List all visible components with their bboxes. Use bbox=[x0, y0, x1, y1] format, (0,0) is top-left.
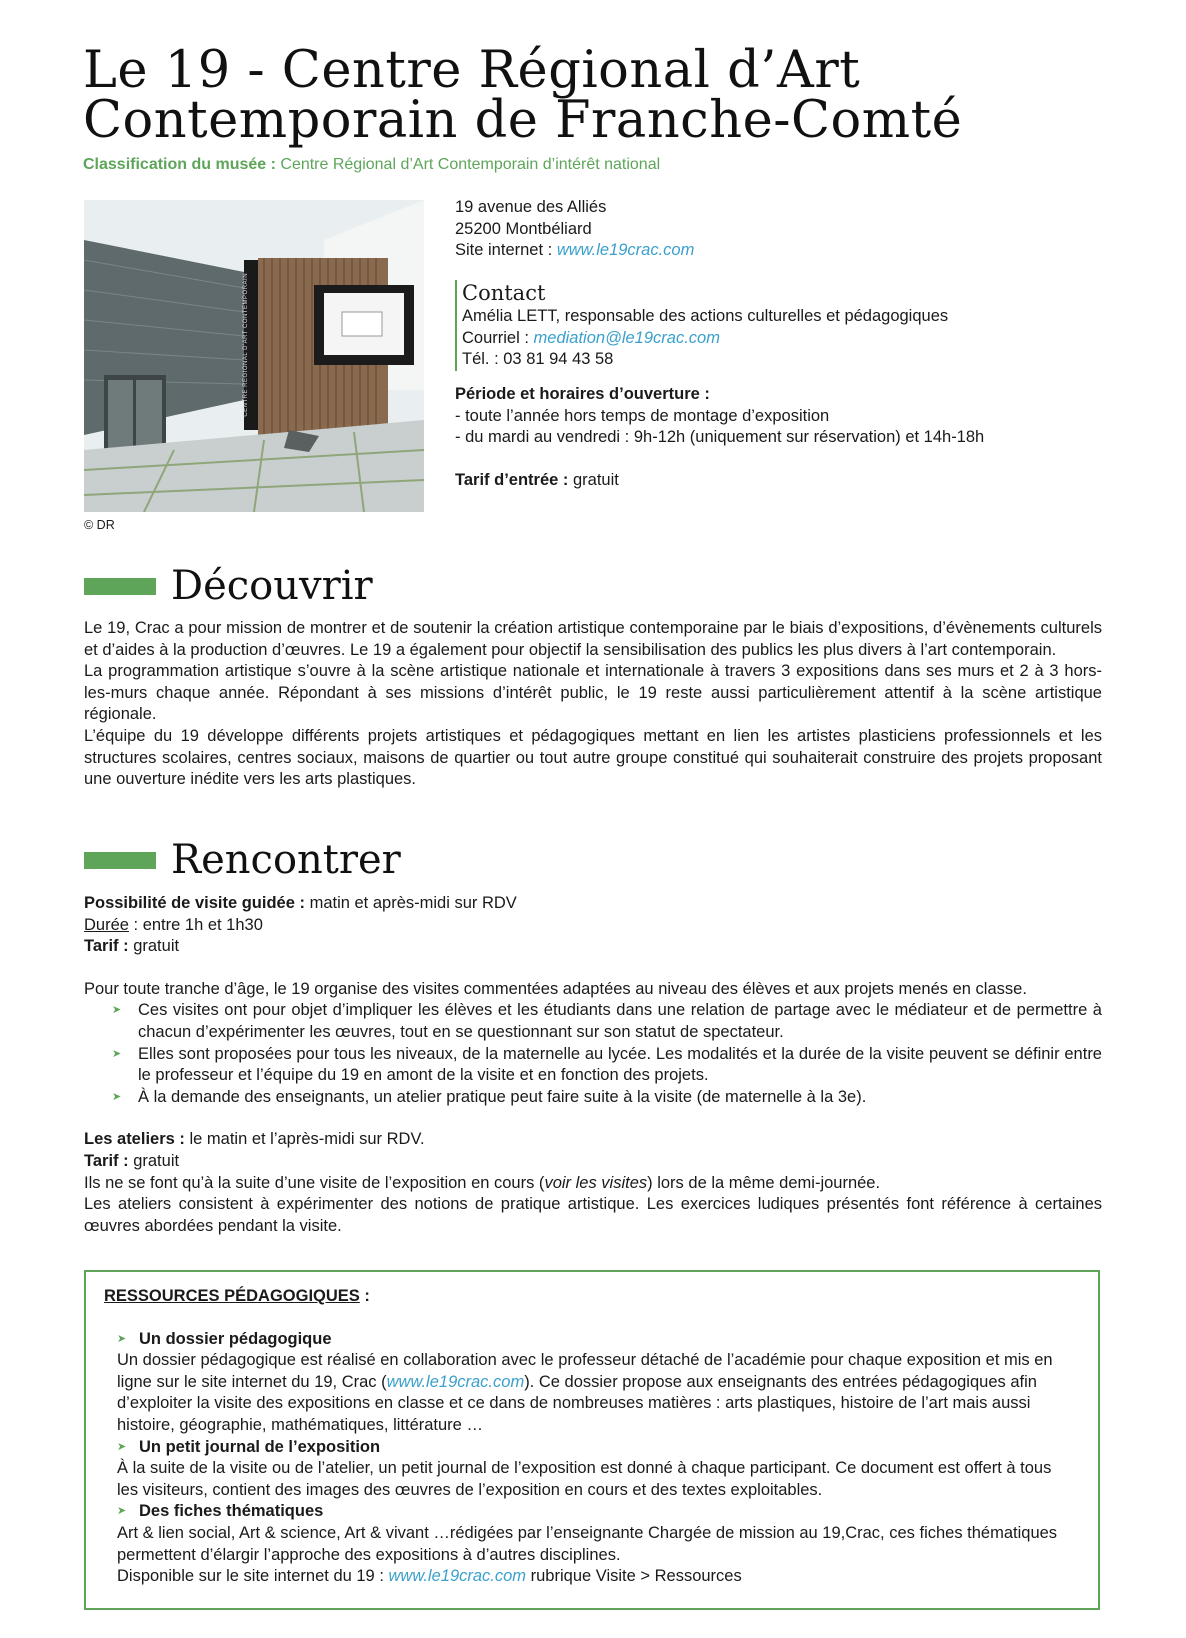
arrow-icon: ➤ bbox=[117, 1332, 127, 1345]
resources-title: RESSOURCES PÉDAGOGIQUES bbox=[104, 1287, 360, 1305]
bullet-text: Ces visites ont pour objet d’impliquer les élèves et les étudiants dans une relation de partage avec le médiateur et de permettre à chacun d’expérimenter les œuvres, tout en se questionnant sur son statut de spectateur. bbox=[138, 1001, 1102, 1041]
site-link[interactable]: www.le19crac.com bbox=[386, 1372, 525, 1391]
resource-title: Un dossier pédagogique bbox=[139, 1329, 332, 1348]
section-heading-decouvrir bbox=[84, 564, 373, 608]
resource-text: Art & lien social, Art & science, Art & vivant …rédigées par l’enseignante Chargée de mission au 19,Crac, ces fiches thématiques permettent d’élargir l’approche des expositions à d’autres disciplines. bbox=[117, 1523, 1058, 1564]
building-sign: CENTRE REGIONAL D'ART CONTEMPORAIN bbox=[243, 273, 250, 417]
mail-link[interactable]: mediation@le19crac.com bbox=[533, 328, 720, 347]
resource-title: Un petit journal de l’exposition bbox=[139, 1437, 381, 1456]
museum-classification bbox=[83, 154, 660, 176]
list-item bbox=[84, 1000, 1102, 1043]
hours-line-1: - toute l’année hors temps de montage d’exposition bbox=[455, 406, 830, 425]
resources-title-suffix: : bbox=[359, 1287, 370, 1305]
museum-photo bbox=[84, 200, 424, 512]
visits-intro: Pour toute tranche d’âge, le 19 organise des visites commentées adaptées au niveau des élèves et aux projets menés en classe. bbox=[84, 979, 1027, 998]
decouvrir-paragraph-3: L’équipe du 19 développe différents projets artistiques et pédagogiques mettant en lien les artistes plasticiens professionnels et les structures scolaires, centres sociaux, maisons de quartier ou tout autre groupe constitué qui souhaiterait construire des projets proposant une ouverture inédite vers les arts plastiques. bbox=[84, 726, 1102, 789]
arrow-icon: ➤ bbox=[117, 1440, 127, 1453]
workshops-text-a: Ils ne se font qu’à la suite d’une visite de l’exposition en cours ( bbox=[84, 1173, 545, 1192]
list-item bbox=[84, 1087, 1102, 1109]
decouvrir-text bbox=[84, 618, 1102, 791]
section-bar bbox=[84, 578, 156, 595]
workshop-fee-label: Tarif : bbox=[84, 1151, 129, 1170]
contact-block bbox=[455, 280, 948, 371]
resource-heading bbox=[104, 1437, 1074, 1459]
contact-phone: Tél. : 03 81 94 43 58 bbox=[462, 350, 614, 369]
workshops-text-b: ) lors de la même demi-journée. bbox=[647, 1173, 881, 1192]
bullet-text: À la demande des enseignants, un atelier pratique peut faire suite à la visite (de maternelle à la 3e). bbox=[138, 1087, 867, 1106]
list-item bbox=[84, 1044, 1102, 1087]
resource-title: Des fiches thématiques bbox=[139, 1502, 324, 1521]
visit-fee-value: gratuit bbox=[128, 937, 180, 956]
resource-heading bbox=[104, 1501, 1074, 1523]
section-bar bbox=[84, 852, 156, 869]
photo-credit: © DR bbox=[84, 518, 115, 532]
hours-line-2: - du mardi au vendredi : 9h-12h (uniquement sur réservation) et 14h-18h bbox=[455, 428, 985, 447]
workshops-label: Les ateliers : bbox=[84, 1130, 185, 1149]
resource-text: Un dossier pédagogique est réalisé en collaboration avec le professeur détaché de l’académie pour chaque exposition et mis en ligne sur le site internet du 19, Crac ( bbox=[117, 1351, 1053, 1391]
availability-text: Disponible sur le site internet du 19 : bbox=[117, 1567, 389, 1586]
contact-title: Contact bbox=[462, 281, 546, 305]
availability-text: rubrique Visite > Ressources bbox=[526, 1567, 742, 1586]
section-heading-rencontrer bbox=[84, 838, 401, 882]
classification-label: Classification du musée : bbox=[83, 156, 276, 173]
workshops-value: le matin et l’après-midi sur RDV. bbox=[184, 1130, 425, 1149]
decouvrir-paragraph-1: Le 19, Crac a pour mission de montrer et de soutenir la création artistique contemporaine par le biais d’expositions, d’évènements culturels et d’aides à la production d’œuvres. Le 19 a également pour objectif la sensibilisation des publics les plus divers à l’art contemporain. bbox=[84, 619, 1102, 659]
visit-value: matin et après-midi sur RDV bbox=[304, 894, 517, 912]
section-title: Découvrir bbox=[171, 563, 373, 609]
arrow-icon: ➤ bbox=[112, 1004, 122, 1017]
section-title: Rencontrer bbox=[171, 837, 401, 883]
resources-content bbox=[104, 1286, 1074, 1588]
duration-label: Durée bbox=[84, 915, 129, 934]
duration-value: : entre 1h et 1h30 bbox=[128, 915, 263, 934]
address-block bbox=[455, 197, 1155, 262]
hours-block bbox=[455, 384, 1175, 491]
decouvrir-paragraph-2: La programmation artistique s’ouvre à la scène artistique nationale et internationale à travers 3 expositions dans ses murs et 2 à 3 hors-les-murs chaque année. Répondant à ses missions d’intérêt public, le 19 reste aussi particulièrement attentif à la scène artistique régionale. bbox=[84, 662, 1102, 724]
title-line-1: Le 19 - Centre Régional d’Art bbox=[83, 41, 861, 100]
resource-text: ). Ce dossier propose aux enseignants des entrées pédagogiques afin d’exploiter la visite des expositions en classe et ce dans de nombreuses matières : arts plastiques, histoire de l’art mais aussi histoire, géographie, mathématiques, littérature … bbox=[117, 1372, 1037, 1434]
entry-fee-value: gratuit bbox=[568, 470, 619, 489]
title-line-2: Contemporain de Franche-Comté bbox=[83, 91, 963, 150]
resource-heading bbox=[104, 1329, 1074, 1351]
page-title bbox=[83, 41, 1133, 150]
visit-label: Possibilité de visite guidée : bbox=[84, 894, 305, 912]
site-link[interactable]: www.le19crac.com bbox=[388, 1567, 527, 1586]
arrow-icon: ➤ bbox=[112, 1047, 122, 1060]
contact-person: Amélia LETT, responsable des actions culturelles et pédagogiques bbox=[462, 307, 949, 325]
mail-label: Courriel : bbox=[462, 328, 534, 347]
site-label: Site internet : bbox=[455, 241, 557, 260]
bullet-text: Elles sont proposées pour tous les niveaux, de la maternelle au lycée. Les modalités et la durée de la visite peuvent se définir entre le professeur et l’équipe du 19 en amont de la visite et en fonction des projets. bbox=[138, 1044, 1102, 1085]
visit-fee-label: Tarif : bbox=[84, 937, 129, 956]
workshops-description: Les ateliers consistent à expérimenter des notions de pratique artistique. Les exercices ludiques présentés font référence à certaines œuvres abordées pendant la visite. bbox=[84, 1195, 1102, 1235]
site-link[interactable]: www.le19crac.com bbox=[556, 241, 695, 260]
arrow-icon: ➤ bbox=[117, 1505, 127, 1518]
arrow-icon: ➤ bbox=[112, 1090, 122, 1103]
workshop-fee-value: gratuit bbox=[128, 1151, 180, 1170]
address-line-2: 25200 Montbéliard bbox=[455, 219, 592, 238]
workshops-text-em: voir les visites bbox=[544, 1173, 648, 1192]
classification-value: Centre Régional d’Art Contemporain d’intérêt national bbox=[275, 156, 661, 173]
resources-box bbox=[84, 1270, 1100, 1610]
resource-text: À la suite de la visite ou de l’atelier, un petit journal de l’exposition est donné à chaque participant. Ce document est offert à tous les visiteurs, contient des images des œuvres de l’exposition en cours et des textes exploitables. bbox=[117, 1459, 1052, 1499]
hours-label: Période et horaires d’ouverture : bbox=[455, 385, 710, 403]
rencontrer-text bbox=[84, 893, 1102, 1237]
entry-fee-label: Tarif d’entrée : bbox=[455, 470, 569, 489]
address-line-1: 19 avenue des Alliés bbox=[455, 198, 607, 216]
